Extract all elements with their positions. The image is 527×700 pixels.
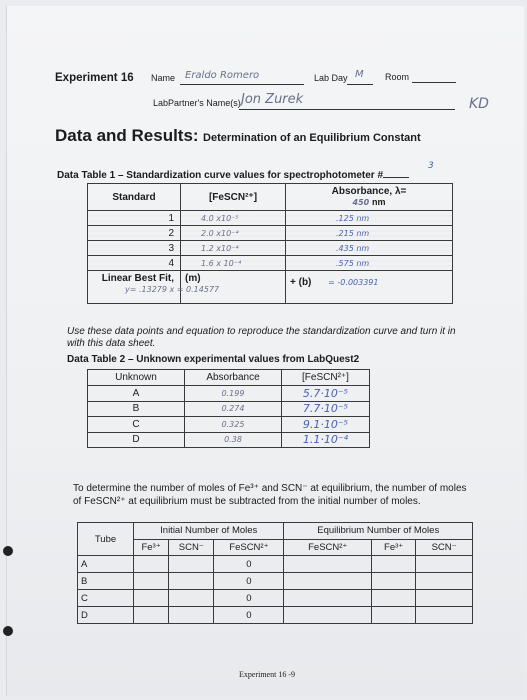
instructions-text: Use these data points and equation to reproduce the standardization curve and turn it in with this data sheet. bbox=[67, 326, 456, 349]
page-title: Data and Results: Determination of an Equilibrium Constant bbox=[55, 126, 421, 145]
initials: KD bbox=[469, 96, 489, 112]
room-label: Room bbox=[385, 72, 410, 82]
table-row: 4 1.6 x 10⁻⁴ .575 nm bbox=[88, 256, 453, 271]
experiment-label: Experiment 16 bbox=[55, 72, 134, 84]
header-fescn: [FeSCN²⁺] bbox=[181, 184, 286, 211]
table-row: 3 1.2 x10⁻⁴ .435 nm bbox=[88, 241, 453, 256]
table-row: C 0 bbox=[78, 590, 473, 607]
unknowns-table: Unknown Absorbance [FeSCN²⁺] A 0.199 5.7·10⁻⁵ B 0.274 7.7·10⁻⁵ C 0.325 9.1·10⁻⁵ D 0.38 1.1·10⁻⁴ bbox=[87, 369, 370, 448]
table-row: B 0 bbox=[78, 573, 473, 590]
fit-label: Linear Best Fit, bbox=[88, 271, 181, 304]
table-row: A 0.199 5.7·10⁻⁵ bbox=[88, 386, 370, 402]
page-footer: Experiment 16 -9 bbox=[239, 670, 295, 679]
table-row: D 0 bbox=[78, 607, 473, 624]
fit-equation: y= .13279 x = 0.14577 bbox=[125, 285, 220, 294]
initial-header: Initial Number of Moles bbox=[134, 523, 284, 540]
name-label: Name bbox=[151, 73, 176, 83]
table2-caption: Data Table 2 – Unknown experimental values from LabQuest2 bbox=[67, 354, 360, 365]
name-value: Eraldo Romero bbox=[185, 70, 260, 81]
table1-caption: Data Table 1 – Standardization curve values for spectrophotometer # bbox=[57, 167, 409, 181]
moles-paragraph: To determine the number of moles of Fe³⁺ and SCN⁻ at equilibrium, the number of moles of FeSCN²⁺ at equilibrium must be subtracted from the initial number of moles. bbox=[73, 483, 467, 507]
table-row: 1 4.0 x10⁻⁵ .125 nm bbox=[88, 211, 453, 226]
m-label: (m) bbox=[181, 271, 286, 304]
spectro-number: 3 bbox=[428, 161, 434, 171]
table-row: 2 2.0 x10⁻⁴ .215 nm bbox=[88, 226, 453, 241]
moles-table: Tube Initial Number of Moles Equilibrium Number of Moles Fe³⁺ SCN⁻ FeSCN²⁺ FeSCN²⁺ Fe³⁺ SCN⁻ A 0 B 0 C 0 D 0 bbox=[77, 522, 473, 624]
table-row: C 0.325 9.1·10⁻⁵ bbox=[88, 417, 370, 433]
header-standard: Standard bbox=[88, 184, 181, 211]
partner-value: Jon Zurek bbox=[241, 92, 304, 107]
header-absorbance: Absorbance, λ= 450 nm bbox=[286, 184, 453, 211]
punch-hole bbox=[3, 546, 13, 556]
table-row: A 0 bbox=[78, 556, 473, 573]
tube-header: Tube bbox=[78, 523, 134, 556]
table-row: B 0.274 7.7·10⁻⁵ bbox=[88, 401, 370, 417]
partner-label: LabPartner's Name(s) bbox=[153, 98, 241, 108]
worksheet-page bbox=[6, 6, 524, 696]
punch-hole bbox=[3, 626, 13, 636]
equilibrium-header: Equilibrium Number of Moles bbox=[284, 523, 473, 540]
labday-value: M bbox=[355, 69, 364, 80]
table-row: D 0.38 1.1·10⁻⁴ bbox=[88, 432, 370, 448]
labday-label: Lab Day bbox=[314, 73, 348, 83]
b-cell: + (b) = -0.003391 bbox=[286, 271, 453, 304]
